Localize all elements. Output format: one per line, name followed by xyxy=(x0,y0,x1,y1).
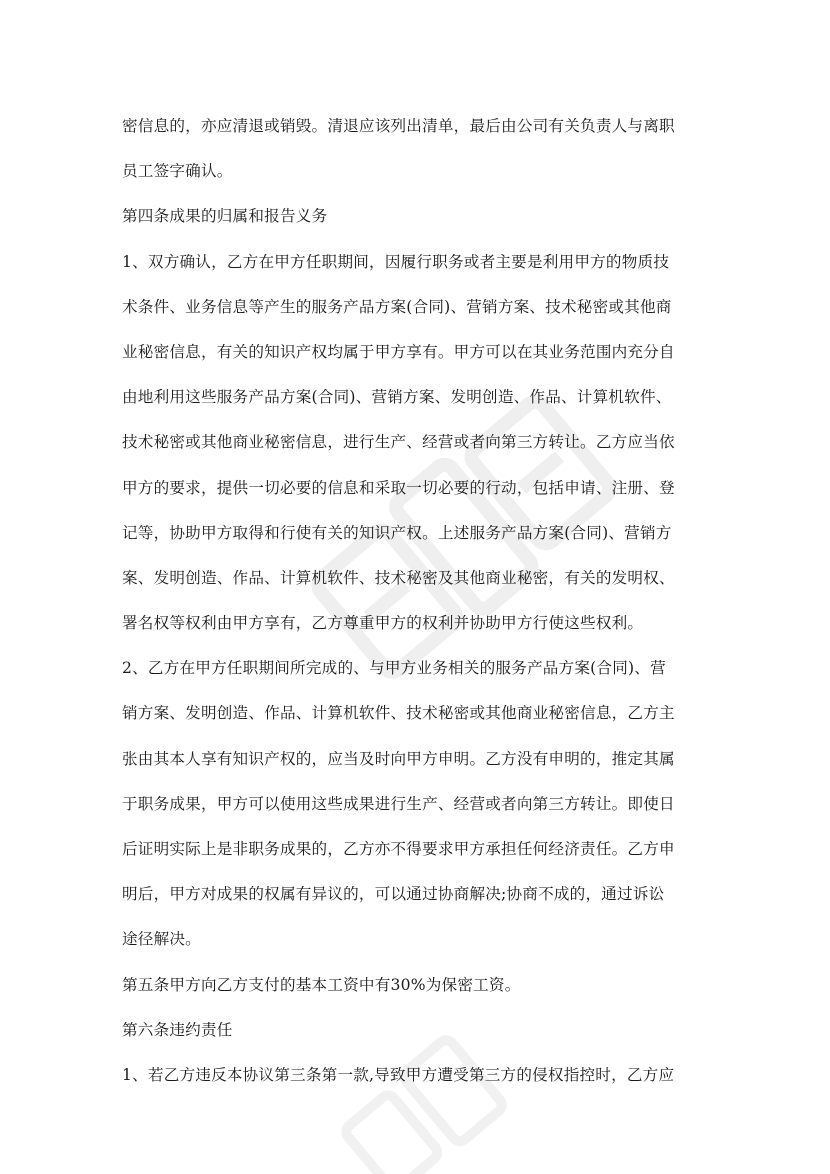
text-line: 甲方的要求，提供一切必要的信息和采取一切必要的行动，包括申请、注册、登 xyxy=(122,478,675,497)
text-line: 署名权等权利由甲方享有，乙方尊重甲方的权利并协助甲方行使这些权利。 xyxy=(122,614,644,633)
text-line: 张由其本人享有知识产权的，应当及时向甲方申明。乙方没有申明的，推定其属 xyxy=(122,749,675,768)
text-line: 1、双方确认，乙方在甲方任职期间，因履行职务或者主要是利用甲方的物质技 xyxy=(122,252,670,271)
text-line: 业秘密信息，有关的知识产权均属于甲方享有。甲方可以在其业务范围内充分自 xyxy=(122,342,675,361)
text-line: 明后，甲方对成果的权属有异议的，可以通过协商解决;协商不成的，通过诉讼 xyxy=(122,885,665,904)
text-line: 员工签字确认。 xyxy=(122,162,233,181)
text-line: 1、若乙方违反本协议第三条第一款,导致甲方遭受第三方的侵权指控时，乙方应 xyxy=(122,1065,675,1084)
section-heading: 第六条违约责任 xyxy=(122,1020,233,1039)
section-heading: 第四条成果的归属和报告义务 xyxy=(122,207,328,226)
text-line: 记等，协助甲方取得和行使有关的知识产权。上述服务产品方案(合同)、营销方 xyxy=(122,523,672,542)
text-line: 销方案、发明创造、作品、计算机软件、技术秘密或其他商业秘密信息，乙方主 xyxy=(122,704,675,723)
text-line: 技术秘密或其他商业秘密信息，进行生产、经营或者向第三方转让。乙方应当依 xyxy=(122,433,675,452)
text-line: 由地利用这些服务产品方案(合同)、营销方案、发明创造、作品、计算机软件、 xyxy=(122,388,672,407)
text-line: 案、发明创造、作品、计算机软件、技术秘密及其他商业秘密，有关的发明权、 xyxy=(122,568,675,587)
section-heading: 第五条甲方向乙方支付的基本工资中有30%为保密工资。 xyxy=(122,975,521,994)
text-line: 术条件、业务信息等产生的服务产品方案(合同)、营销方案、技术秘密或其他商 xyxy=(122,297,672,316)
text-line: 密信息的，亦应清退或销毁。清退应该列出清单，最后由公司有关负责人与离职 xyxy=(122,117,675,135)
document-body xyxy=(122,108,712,1102)
text-line: 于职务成果，甲方可以使用这些成果进行生产、经营或者向第三方转让。即使日 xyxy=(122,794,675,813)
text-line: 后证明实际上是非职务成果的，乙方亦不得要求甲方承担任何经济责任。乙方申 xyxy=(122,840,675,858)
text-line: 途径解决。 xyxy=(122,930,201,949)
text-line: 2、乙方在甲方任职期间所完成的、与甲方业务相关的服务产品方案(合同)、营 xyxy=(122,659,666,678)
